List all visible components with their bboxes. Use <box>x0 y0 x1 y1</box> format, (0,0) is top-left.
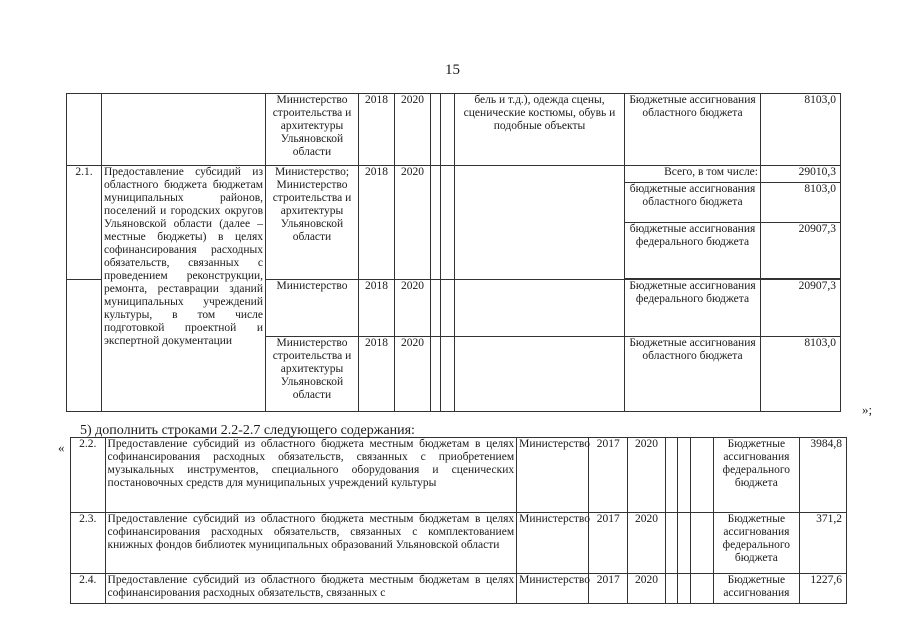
amount-cell: 371,2 <box>799 513 846 574</box>
year-start-cell: 2018 <box>359 337 395 412</box>
source-cell: бюджетные ассигнования федерального бюджета <box>625 223 761 279</box>
program-table-top <box>66 93 841 412</box>
total-amount: 29010,3 <box>761 166 841 183</box>
year-end-cell: 2020 <box>395 94 431 166</box>
year-end-cell: 2020 <box>628 438 666 513</box>
amendment-instruction: 5) дополнить строками 2.2-2.7 следующего содержания: <box>80 423 415 438</box>
measure-name: Предоставление субсидий из областного бюджета местным бюджетам в целях софинансирования расходных обязательств, связанных с комплектованием книжных фондов библиотек муниципальных образований Ульяновской области <box>105 513 517 574</box>
amount-cell: 20907,3 <box>761 223 841 279</box>
indicator-cell: бель и т.д.), одежда сцены, сценические костюмы, обувь и подобные объекты <box>455 94 625 166</box>
amount-cell: 3984,8 <box>799 438 846 513</box>
executor-cell: Министерство строительства и архитектуры Ульяновской области <box>266 94 359 166</box>
year-start-cell: 2017 <box>589 438 628 513</box>
source-cell: Бюджетные ассигнования <box>713 574 799 604</box>
source-cell: Бюджетные ассигнования федерального бюджета <box>625 280 761 337</box>
amount-cell: 8103,0 <box>761 94 841 166</box>
row-number: 2.4. <box>71 574 106 604</box>
row-number: 2.2. <box>71 438 106 513</box>
executor-cell: Министерство <box>266 280 359 337</box>
executor-cell: Министерство; Министерство строительства и архитектуры Ульяновской области <box>266 166 359 280</box>
executor-cell: Министерство <box>517 574 589 604</box>
year-end-cell: 2020 <box>395 280 431 337</box>
amount-cell: 8103,0 <box>761 183 841 223</box>
table-row <box>71 574 847 604</box>
table-row <box>67 166 841 183</box>
amount-cell: 1227,6 <box>799 574 846 604</box>
amount-cell: 20907,3 <box>761 280 841 337</box>
page-number: 15 <box>445 62 460 78</box>
year-end-cell: 2020 <box>395 337 431 412</box>
year-start-cell: 2018 <box>359 280 395 337</box>
measure-name: Предоставление субсидий из областного бюджета бюджетам муниципальных районов, поселений и городских округов Ульяновской области (далее – местные бюджеты) в целях софинансирования расходных обязательств, связанных с проведением реконструкции, ремонта, реставрации зданий муниципальных учреждений культуры, в том числе подготовкой проектной и экспертной документации <box>102 166 266 412</box>
row-number: 2.1. <box>67 166 102 280</box>
table-row <box>67 94 841 166</box>
source-cell: Бюджетные ассигнования областного бюджета <box>625 337 761 412</box>
source-cell: бюджетные ассигнования областного бюджета <box>625 183 761 223</box>
measure-name: Предоставление субсидий из областного бюджета местным бюджетам в целях софинансирования расходных обязательств, связанных с <box>105 574 517 604</box>
year-start-cell: 2018 <box>359 166 395 280</box>
year-start-cell: 2018 <box>359 94 395 166</box>
year-end-cell: 2020 <box>628 513 666 574</box>
executor-cell: Министерство <box>517 513 589 574</box>
source-cell: Бюджетные ассигнования федерального бюджета <box>713 438 799 513</box>
year-start-cell: 2017 <box>589 574 628 604</box>
executor-cell: Министерство <box>517 438 589 513</box>
table-row <box>71 513 847 574</box>
year-start-cell: 2017 <box>589 513 628 574</box>
measure-name: Предоставление субсидий из областного бюджета местным бюджетам в целях софинансирования расходных обязательств, связанных с приобретением музыкальных инструментов, специального оборудования и сценических постановочных средств для муниципальных учреждений культуры <box>105 438 517 513</box>
program-table-bottom <box>70 437 847 604</box>
year-end-cell: 2020 <box>395 166 431 280</box>
source-cell: Бюджетные ассигнования областного бюджета <box>625 94 761 166</box>
closing-quote: »; <box>862 402 873 417</box>
table-row <box>71 438 847 513</box>
year-end-cell: 2020 <box>628 574 666 604</box>
total-label: Всего, в том числе: <box>625 166 761 183</box>
opening-quote: « <box>58 440 65 455</box>
amount-cell: 8103,0 <box>761 337 841 412</box>
row-number: 2.3. <box>71 513 106 574</box>
executor-cell: Министерство строительства и архитектуры Ульяновской области <box>266 337 359 412</box>
source-cell: Бюджетные ассигнования федерального бюджета <box>713 513 799 574</box>
